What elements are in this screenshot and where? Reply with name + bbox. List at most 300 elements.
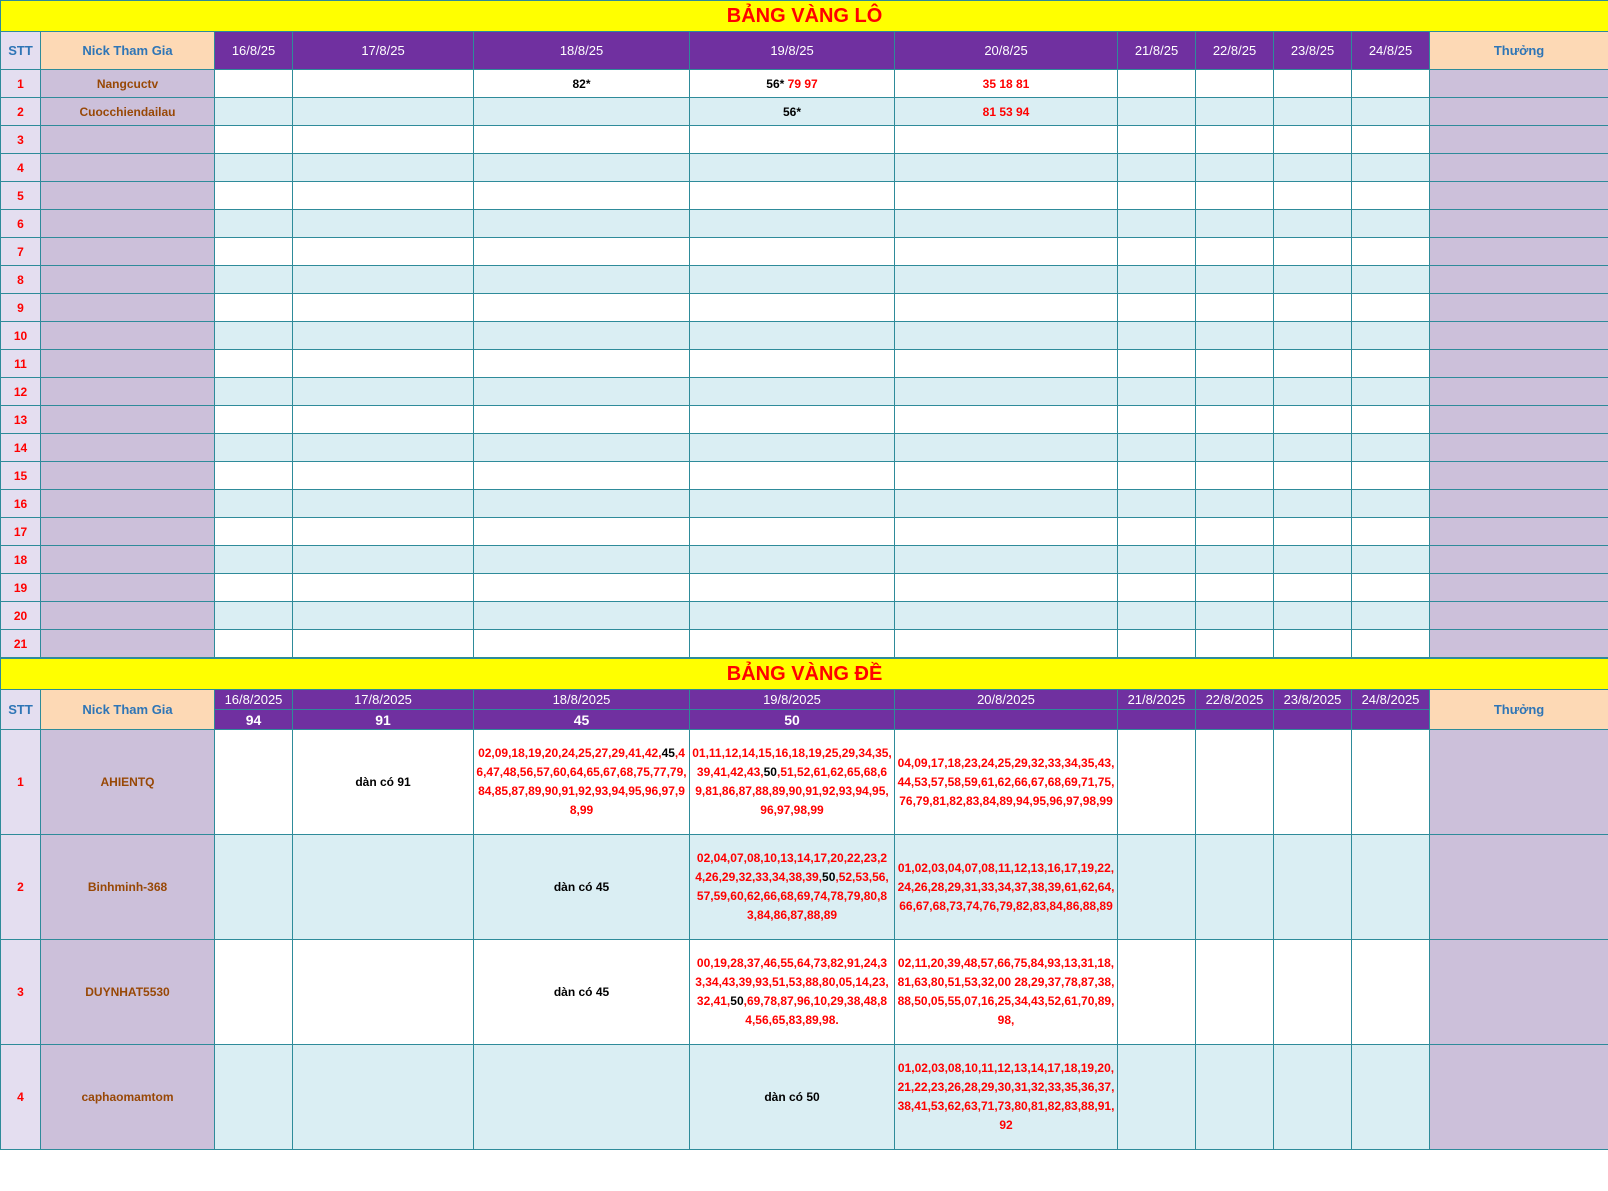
data-cell[interactable] [895, 98, 1118, 126]
nick-cell: Cuocchiendailau [41, 98, 215, 126]
prize-cell[interactable] [1430, 350, 1608, 378]
data-cell[interactable] [1118, 835, 1196, 940]
data-cell[interactable] [690, 378, 895, 406]
data-cell[interactable] [1118, 462, 1196, 490]
data-cell[interactable] [1274, 266, 1352, 294]
data-cell[interactable] [1118, 182, 1196, 210]
data-cell[interactable] [1118, 70, 1196, 98]
data-cell[interactable] [215, 238, 293, 266]
data-cell[interactable] [293, 294, 474, 322]
data-cell[interactable] [895, 1045, 1118, 1150]
data-cell[interactable] [1274, 518, 1352, 546]
data-cell[interactable] [474, 126, 690, 154]
data-cell[interactable] [215, 322, 293, 350]
data-cell[interactable] [690, 350, 895, 378]
data-cell[interactable] [215, 378, 293, 406]
data-cell[interactable] [1274, 434, 1352, 462]
data-cell[interactable] [1196, 266, 1274, 294]
data-cell[interactable] [1196, 546, 1274, 574]
data-cell[interactable] [215, 350, 293, 378]
data-cell[interactable] [1196, 154, 1274, 182]
row-number: 11 [1, 350, 41, 378]
data-cell[interactable] [1274, 602, 1352, 630]
data-cell[interactable] [690, 182, 895, 210]
prize-cell[interactable] [1430, 546, 1608, 574]
data-cell[interactable] [1274, 730, 1352, 835]
data-cell[interactable] [1118, 602, 1196, 630]
prize-cell[interactable] [1430, 518, 1608, 546]
data-cell[interactable] [293, 574, 474, 602]
data-cell[interactable] [474, 378, 690, 406]
data-cell[interactable] [690, 518, 895, 546]
data-cell[interactable] [690, 70, 895, 98]
data-cell[interactable] [1118, 350, 1196, 378]
prize-cell[interactable] [1430, 462, 1608, 490]
data-cell[interactable] [474, 266, 690, 294]
data-cell[interactable] [1196, 406, 1274, 434]
data-cell[interactable] [895, 266, 1118, 294]
data-cell[interactable] [1274, 350, 1352, 378]
prize-cell[interactable] [1430, 490, 1608, 518]
data-cell[interactable] [1352, 182, 1430, 210]
prize-cell[interactable] [1430, 70, 1608, 98]
data-cell[interactable] [293, 546, 474, 574]
nick-cell [41, 574, 215, 602]
lo-date-header: 23/8/25 [1274, 32, 1352, 70]
data-cell[interactable] [1274, 546, 1352, 574]
prize-cell[interactable] [1430, 98, 1608, 126]
data-cell[interactable] [690, 730, 895, 835]
data-cell[interactable] [1274, 322, 1352, 350]
data-cell[interactable] [1352, 238, 1430, 266]
data-cell[interactable] [690, 98, 895, 126]
data-cell[interactable] [1274, 462, 1352, 490]
pick-text: dàn có 91 [355, 774, 411, 789]
data-cell[interactable] [690, 154, 895, 182]
data-cell[interactable] [1274, 940, 1352, 1045]
data-cell[interactable] [474, 940, 690, 1045]
pick-text: dàn có 50 [764, 1089, 820, 1104]
data-cell[interactable] [895, 546, 1118, 574]
data-cell[interactable] [1118, 518, 1196, 546]
data-cell[interactable] [1352, 98, 1430, 126]
data-cell[interactable] [1196, 574, 1274, 602]
data-cell[interactable] [215, 154, 293, 182]
row-number: 18 [1, 546, 41, 574]
data-cell[interactable] [1352, 518, 1430, 546]
data-cell[interactable] [293, 490, 474, 518]
data-cell[interactable] [1118, 154, 1196, 182]
data-cell[interactable] [1352, 294, 1430, 322]
data-cell[interactable] [215, 1045, 293, 1150]
data-cell[interactable] [1274, 490, 1352, 518]
de-result [1274, 710, 1352, 730]
row-number: 14 [1, 434, 41, 462]
table-row [1, 835, 1608, 940]
data-cell[interactable] [1196, 630, 1274, 658]
data-cell[interactable] [293, 70, 474, 98]
data-cell[interactable] [1352, 940, 1430, 1045]
data-cell[interactable] [215, 70, 293, 98]
data-cell[interactable] [215, 546, 293, 574]
nick-cell [41, 602, 215, 630]
data-cell[interactable] [690, 546, 895, 574]
row-number: 12 [1, 378, 41, 406]
table-row [1, 730, 1608, 835]
data-cell[interactable] [690, 294, 895, 322]
data-cell[interactable] [1118, 322, 1196, 350]
prize-cell[interactable] [1430, 1045, 1608, 1150]
de-date-header: 20/8/2025 [895, 690, 1118, 710]
data-cell[interactable] [293, 434, 474, 462]
data-cell[interactable] [690, 126, 895, 154]
data-cell[interactable] [1274, 238, 1352, 266]
data-cell[interactable] [1352, 350, 1430, 378]
data-cell[interactable] [1196, 940, 1274, 1045]
data-cell[interactable] [1274, 70, 1352, 98]
data-cell[interactable] [690, 835, 895, 940]
data-cell[interactable] [1352, 602, 1430, 630]
data-cell[interactable] [1274, 378, 1352, 406]
nick-cell [41, 322, 215, 350]
lo-date-header: 19/8/25 [690, 32, 895, 70]
data-cell[interactable] [1352, 154, 1430, 182]
data-cell[interactable] [215, 518, 293, 546]
data-cell[interactable] [895, 182, 1118, 210]
data-cell[interactable] [1196, 730, 1274, 835]
data-cell[interactable] [474, 70, 690, 98]
data-cell[interactable] [690, 630, 895, 658]
data-cell[interactable] [474, 518, 690, 546]
data-cell[interactable] [474, 730, 690, 835]
data-cell[interactable] [474, 574, 690, 602]
data-cell[interactable] [1196, 490, 1274, 518]
data-cell[interactable] [1274, 294, 1352, 322]
pick-text: dàn có 45 [553, 984, 610, 999]
data-cell[interactable] [293, 182, 474, 210]
data-cell[interactable] [895, 490, 1118, 518]
de-result: 45 [474, 710, 690, 730]
data-cell[interactable] [1352, 730, 1430, 835]
prize-cell[interactable] [1430, 406, 1608, 434]
data-cell[interactable] [1352, 835, 1430, 940]
data-cell[interactable] [1118, 574, 1196, 602]
data-cell[interactable] [474, 630, 690, 658]
row-number: 2 [1, 98, 41, 126]
row-number: 16 [1, 490, 41, 518]
prize-cell[interactable] [1430, 154, 1608, 182]
table-row [1, 462, 1608, 490]
de-result: 94 [215, 710, 293, 730]
data-cell[interactable] [1274, 154, 1352, 182]
data-cell[interactable] [474, 98, 690, 126]
prize-cell[interactable] [1430, 602, 1608, 630]
data-cell[interactable] [1118, 238, 1196, 266]
data-cell[interactable] [1196, 210, 1274, 238]
data-cell[interactable] [1118, 630, 1196, 658]
data-cell[interactable] [1118, 434, 1196, 462]
data-cell[interactable] [895, 378, 1118, 406]
data-cell[interactable] [1352, 210, 1430, 238]
data-cell[interactable] [293, 406, 474, 434]
data-cell[interactable] [293, 154, 474, 182]
data-cell[interactable] [1274, 1045, 1352, 1150]
data-cell[interactable] [895, 630, 1118, 658]
table-row [1, 574, 1608, 602]
data-cell[interactable] [895, 434, 1118, 462]
data-cell[interactable] [215, 630, 293, 658]
nick-cell [41, 546, 215, 574]
data-cell[interactable] [1352, 630, 1430, 658]
data-cell[interactable] [1352, 406, 1430, 434]
data-cell[interactable] [293, 238, 474, 266]
data-cell[interactable] [1352, 378, 1430, 406]
row-number: 3 [1, 126, 41, 154]
data-cell[interactable] [1352, 1045, 1430, 1150]
data-cell[interactable] [1118, 730, 1196, 835]
data-cell[interactable] [895, 730, 1118, 835]
table-row [1, 322, 1608, 350]
data-cell[interactable] [1274, 210, 1352, 238]
data-cell[interactable] [1196, 126, 1274, 154]
data-cell[interactable] [1196, 322, 1274, 350]
data-cell[interactable] [690, 406, 895, 434]
data-cell[interactable] [474, 182, 690, 210]
prize-cell[interactable] [1430, 238, 1608, 266]
data-cell[interactable] [1274, 835, 1352, 940]
table-row [1, 434, 1608, 462]
table-row [1, 210, 1608, 238]
data-cell[interactable] [1118, 406, 1196, 434]
data-cell[interactable] [1196, 835, 1274, 940]
data-cell[interactable] [690, 490, 895, 518]
data-cell[interactable] [215, 126, 293, 154]
prize-cell[interactable] [1430, 574, 1608, 602]
prize-cell[interactable] [1430, 322, 1608, 350]
nick-cell: Nangcuctv [41, 70, 215, 98]
data-cell[interactable] [1196, 602, 1274, 630]
data-cell[interactable] [1274, 574, 1352, 602]
data-cell[interactable] [474, 238, 690, 266]
data-cell[interactable] [215, 434, 293, 462]
data-cell[interactable] [293, 126, 474, 154]
pick-text: 56* [782, 104, 802, 119]
data-cell[interactable] [690, 322, 895, 350]
data-cell[interactable] [215, 182, 293, 210]
prize-cell[interactable] [1430, 630, 1608, 658]
data-cell[interactable] [895, 940, 1118, 1045]
de-date-header: 18/8/2025 [474, 690, 690, 710]
data-cell[interactable] [215, 574, 293, 602]
data-cell[interactable] [1118, 126, 1196, 154]
data-cell[interactable] [293, 350, 474, 378]
table-row [1, 238, 1608, 266]
data-cell[interactable] [1196, 378, 1274, 406]
lo-date-header: 18/8/25 [474, 32, 690, 70]
data-cell[interactable] [1274, 126, 1352, 154]
data-cell[interactable] [1352, 546, 1430, 574]
data-cell[interactable] [215, 490, 293, 518]
lo-date-header: 22/8/25 [1196, 32, 1274, 70]
data-cell[interactable] [895, 238, 1118, 266]
data-cell[interactable] [474, 406, 690, 434]
data-cell[interactable] [474, 322, 690, 350]
data-cell[interactable] [1118, 210, 1196, 238]
data-cell[interactable] [474, 210, 690, 238]
pick-text: 45 [661, 746, 675, 760]
row-number: 3 [1, 940, 41, 1045]
prize-cell[interactable] [1430, 210, 1608, 238]
data-cell[interactable] [1196, 518, 1274, 546]
nick-cell [41, 154, 215, 182]
data-cell[interactable] [1118, 98, 1196, 126]
de-date-header: 17/8/2025 [293, 690, 474, 710]
data-cell[interactable] [215, 730, 293, 835]
data-cell[interactable] [293, 462, 474, 490]
data-cell[interactable] [1196, 350, 1274, 378]
data-cell[interactable] [690, 238, 895, 266]
data-cell[interactable] [895, 154, 1118, 182]
data-cell[interactable] [690, 266, 895, 294]
data-cell[interactable] [474, 835, 690, 940]
data-cell[interactable] [1196, 434, 1274, 462]
data-cell[interactable] [690, 462, 895, 490]
data-cell[interactable] [474, 1045, 690, 1150]
data-cell[interactable] [1196, 182, 1274, 210]
data-cell[interactable] [1352, 434, 1430, 462]
data-cell[interactable] [474, 294, 690, 322]
lo-date-header: 17/8/25 [293, 32, 474, 70]
data-cell[interactable] [293, 835, 474, 940]
prize-cell[interactable] [1430, 294, 1608, 322]
data-cell[interactable] [474, 602, 690, 630]
data-cell[interactable] [293, 322, 474, 350]
data-cell[interactable] [1274, 98, 1352, 126]
data-cell[interactable] [1118, 940, 1196, 1045]
data-cell[interactable] [215, 602, 293, 630]
prize-cell[interactable] [1430, 434, 1608, 462]
data-cell[interactable] [474, 546, 690, 574]
data-cell[interactable] [474, 490, 690, 518]
data-cell[interactable] [1352, 462, 1430, 490]
data-cell[interactable] [895, 462, 1118, 490]
data-cell[interactable] [293, 1045, 474, 1150]
data-cell[interactable] [215, 210, 293, 238]
data-cell[interactable] [474, 350, 690, 378]
data-cell[interactable] [1196, 294, 1274, 322]
data-cell[interactable] [895, 602, 1118, 630]
data-cell[interactable] [690, 210, 895, 238]
data-cell[interactable] [895, 70, 1118, 98]
data-cell[interactable] [215, 462, 293, 490]
data-cell[interactable] [474, 434, 690, 462]
nick-cell [41, 630, 215, 658]
de-table [0, 658, 1608, 1150]
de-date-header: 21/8/2025 [1118, 690, 1196, 710]
data-cell[interactable] [1118, 1045, 1196, 1150]
data-cell[interactable] [1274, 630, 1352, 658]
data-cell[interactable] [474, 462, 690, 490]
prize-cell[interactable] [1430, 940, 1608, 1045]
data-cell[interactable] [1352, 126, 1430, 154]
data-cell[interactable] [690, 602, 895, 630]
data-cell[interactable] [1352, 70, 1430, 98]
data-cell[interactable] [895, 322, 1118, 350]
data-cell[interactable] [215, 266, 293, 294]
data-cell[interactable] [1196, 98, 1274, 126]
data-cell[interactable] [293, 602, 474, 630]
data-cell[interactable] [690, 434, 895, 462]
data-cell[interactable] [1352, 322, 1430, 350]
data-cell[interactable] [1196, 238, 1274, 266]
data-cell[interactable] [1196, 1045, 1274, 1150]
pick-text: 01,02,03,04,07,08,11,12,13,16,17,19,22,24,26,28,29,31,33,34,37,38,39,61,62,64,66,67,68,73,74,76,79,82,83,84,86,88,89 [897, 860, 1115, 913]
data-cell[interactable] [1118, 266, 1196, 294]
data-cell[interactable] [1196, 70, 1274, 98]
data-cell[interactable] [293, 378, 474, 406]
data-cell[interactable] [895, 210, 1118, 238]
data-cell[interactable] [474, 154, 690, 182]
nick-cell [41, 210, 215, 238]
pick-text: 02,04,07,08,10,13,14,17,20,22,23,24,26,29,32,33,34,38,39, [695, 851, 888, 884]
data-cell[interactable] [1352, 490, 1430, 518]
data-cell[interactable] [1274, 406, 1352, 434]
data-cell[interactable] [1196, 462, 1274, 490]
data-cell[interactable] [1118, 294, 1196, 322]
data-cell[interactable] [690, 574, 895, 602]
data-cell[interactable] [895, 294, 1118, 322]
data-cell[interactable] [1352, 266, 1430, 294]
data-cell[interactable] [1118, 378, 1196, 406]
prize-cell[interactable] [1430, 182, 1608, 210]
row-number: 4 [1, 154, 41, 182]
data-cell[interactable] [215, 406, 293, 434]
prize-cell[interactable] [1430, 266, 1608, 294]
data-cell[interactable] [690, 940, 895, 1045]
data-cell[interactable] [1118, 490, 1196, 518]
data-cell[interactable] [1118, 546, 1196, 574]
data-cell[interactable] [293, 210, 474, 238]
data-cell[interactable] [293, 266, 474, 294]
data-cell[interactable] [215, 294, 293, 322]
data-cell[interactable] [895, 518, 1118, 546]
data-cell[interactable] [293, 940, 474, 1045]
data-cell[interactable] [215, 98, 293, 126]
prize-cell[interactable] [1430, 730, 1608, 835]
data-cell[interactable] [1352, 574, 1430, 602]
prize-cell[interactable] [1430, 378, 1608, 406]
data-cell[interactable] [895, 350, 1118, 378]
prize-cell[interactable] [1430, 126, 1608, 154]
data-cell[interactable] [895, 835, 1118, 940]
data-cell[interactable] [690, 1045, 895, 1150]
prize-cell[interactable] [1430, 835, 1608, 940]
data-cell[interactable] [293, 98, 474, 126]
data-cell[interactable] [215, 835, 293, 940]
data-cell[interactable] [293, 518, 474, 546]
table-row [1, 406, 1608, 434]
data-cell[interactable] [293, 630, 474, 658]
data-cell[interactable] [293, 730, 474, 835]
data-cell[interactable] [215, 940, 293, 1045]
data-cell[interactable] [895, 126, 1118, 154]
row-number: 1 [1, 730, 41, 835]
data-cell[interactable] [895, 406, 1118, 434]
data-cell[interactable] [895, 574, 1118, 602]
data-cell[interactable] [1274, 182, 1352, 210]
nick-cell [41, 238, 215, 266]
row-number: 13 [1, 406, 41, 434]
